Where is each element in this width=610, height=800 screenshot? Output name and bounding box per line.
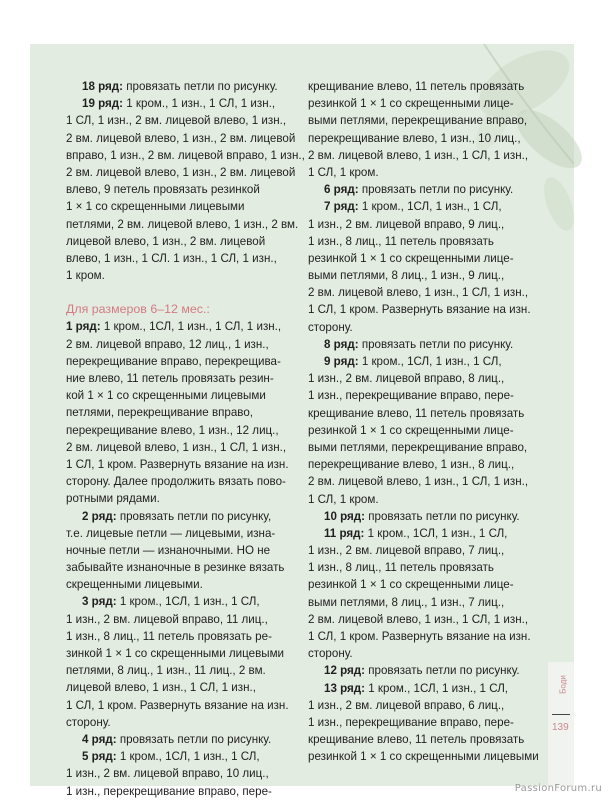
text-line: резинкой 1 × 1 со скрещенными лице- bbox=[308, 578, 514, 592]
row-instruction bbox=[66, 508, 298, 525]
text-line: сторону. bbox=[308, 647, 353, 661]
row-text: провязать петли по рисунку, bbox=[116, 509, 272, 523]
watermark: PassionForum.ru bbox=[514, 783, 602, 794]
row-text: 1 кром., 1СЛ, 1 изн., 1 СЛ, bbox=[358, 200, 502, 214]
text-line: резинкой 1 × 1 со скрещенными лицевыми bbox=[308, 750, 539, 764]
text-line: крещивание влево, 11 петель провязать bbox=[308, 733, 525, 747]
row-text: провязать петли по рисунку. bbox=[123, 80, 278, 93]
text-line: 1 изн., 2 вм. лицевой вправо, 8 лиц., bbox=[308, 372, 505, 386]
text-line: 2 вм. лицевой влево, 1 изн., 1 СЛ, 1 изн., bbox=[308, 475, 529, 489]
row-label: 5 ряд: bbox=[82, 750, 117, 764]
text-line: т.е. лицевые петли — лицевыми, изна- bbox=[66, 526, 276, 540]
left-text-column bbox=[66, 78, 305, 800]
row-text: 1 кром., 1СЛ, 1 изн., 1 СЛ, bbox=[116, 595, 260, 609]
text-line: влево, 9 петель провязать резинкой bbox=[66, 183, 260, 197]
text-line: перекрещивание влево, 1 изн., 8 лиц., bbox=[308, 458, 515, 472]
text-line: 1 изн., перекрещивание вправо, пере- bbox=[308, 715, 514, 729]
text-line: 1 изн., 8 лиц., 11 петель провязать bbox=[308, 561, 494, 575]
text-line: выми петлями, перекрещивание вправо, bbox=[308, 114, 528, 128]
text-line: 1 СЛ, 1 кром. Развернуть вязание на изн. bbox=[66, 457, 289, 471]
section-label: Боди bbox=[558, 675, 568, 694]
row-text: провязать петли по рисунку. bbox=[358, 337, 514, 351]
row-instruction bbox=[308, 181, 548, 198]
text-line: 1 изн., 8 лиц., 11 петель провязать ре- bbox=[66, 629, 272, 643]
row-text: 1 кром., 1 изн., 1 СЛ, 1 изн., bbox=[123, 97, 276, 111]
row-text: провязать петли по рисунку. bbox=[365, 509, 520, 523]
text-line: 1 изн., 2 вм. лицевой вправо, 6 лиц., bbox=[308, 698, 505, 712]
text-line: 1 кром. bbox=[66, 269, 105, 283]
text-line: резинкой 1 × 1 со скрещенными лице- bbox=[308, 97, 514, 111]
text-line: крещивание влево, 11 петель провязать bbox=[308, 80, 525, 93]
text-line: перекрещивание влево, 1 изн., 10 лиц., bbox=[308, 131, 521, 145]
row-text: 1 кром., 1СЛ, 1 изн., 1 СЛ, 1 изн., bbox=[100, 320, 282, 334]
text-line: петлями, перекрещивание вправо, bbox=[66, 406, 253, 420]
text-line: зинкой 1 × 1 со скрещенными лицевыми bbox=[66, 647, 285, 660]
row-instruction bbox=[308, 525, 548, 542]
text-line: забывайте изнаночные в резинке вязать bbox=[66, 561, 285, 575]
row-label: 9 ряд: bbox=[324, 355, 359, 368]
row-label: 19 ряд: bbox=[82, 97, 124, 111]
text-line: ротными рядами. bbox=[66, 492, 160, 506]
row-text: провязать петли по рисунку. bbox=[116, 732, 272, 746]
row-label: 12 ряд: bbox=[324, 664, 366, 678]
row-label: 11 ряд: bbox=[324, 526, 365, 540]
text-line: 2 вм. лицевой вправо, 12 лиц., 1 изн., bbox=[66, 337, 269, 351]
text-line: влево, 1 изн., 1 СЛ. 1 изн., 1 СЛ, 1 изн., bbox=[66, 251, 277, 265]
row-text: 1 кром., 1СЛ, 1 изн., 1 СЛ, bbox=[365, 681, 509, 695]
text-line: 1 изн., 2 вм. лицевой вправо, 10 лиц., bbox=[66, 767, 269, 781]
row-instruction bbox=[308, 680, 548, 697]
text-line: 1 СЛ, 1 изн., 2 вм. лицевой влево, 1 изн., bbox=[66, 114, 287, 128]
paragraph-gap bbox=[66, 284, 298, 301]
row-label: 13 ряд: bbox=[324, 681, 366, 695]
text-line: 2 вм. лицевой влево, 1 изн., 2 вм. лицевой bbox=[66, 131, 296, 145]
side-tab bbox=[548, 662, 574, 786]
row-label: 3 ряд: bbox=[82, 595, 117, 609]
row-label: 7 ряд: bbox=[324, 200, 359, 214]
row-instruction bbox=[66, 748, 298, 765]
text-line: 1 изн., перекрещивание вправо, пере- bbox=[66, 784, 272, 798]
row-instruction bbox=[66, 731, 298, 748]
text-line: сторону. Далее продолжить вязать пово- bbox=[66, 475, 286, 489]
text-line: 1 изн., 2 вм. лицевой вправо, 11 лиц., bbox=[66, 612, 268, 626]
text-line: перекрещивание влево, 1 изн., 12 лиц., bbox=[66, 423, 279, 437]
text-line: ночные петли — изнаночными. НО не bbox=[66, 543, 271, 557]
row-instruction bbox=[308, 508, 548, 525]
text-line: 1 изн., перекрещивание вправо, пере- bbox=[308, 389, 514, 403]
row-instruction bbox=[66, 318, 298, 335]
text-line: 1 изн., 8 лиц., 11 петель провязать bbox=[308, 234, 494, 248]
text-line: 2 вм. лицевой влево, 1 изн., 1 СЛ, 1 изн., bbox=[308, 286, 529, 300]
text-line: 1 СЛ, 1 кром. bbox=[308, 165, 379, 179]
page-number: 139 bbox=[552, 722, 569, 733]
text-line: выми петлями, 8 лиц., 1 изн., 9 лиц., bbox=[308, 269, 505, 283]
text-line: 2 вм. лицевой влево, 1 изн., 2 вм. лицевой bbox=[66, 165, 296, 179]
row-text: 1 кром., 1СЛ, 1 изн., 1 СЛ, bbox=[116, 750, 260, 764]
row-instruction bbox=[66, 78, 298, 95]
text-line: 2 вм. лицевой влево, 1 изн., 1 СЛ, 1 изн., bbox=[66, 440, 287, 454]
text-line: 1 × 1 со скрещенными лицевыми bbox=[66, 200, 245, 214]
row-instruction bbox=[308, 662, 548, 679]
text-line: 2 вм. лицевой влево, 1 изн., 1 СЛ, 1 изн., bbox=[308, 148, 529, 162]
row-text: провязать петли по рисунку. bbox=[365, 664, 520, 678]
row-instruction bbox=[308, 353, 548, 370]
right-text-column bbox=[308, 78, 548, 766]
text-line: кой 1 × 1 со скрещенными лицевыми bbox=[66, 389, 266, 403]
text-line: сторону. bbox=[66, 715, 111, 729]
row-label: 4 ряд: bbox=[82, 732, 117, 746]
text-line: петлями, 2 вм. лицевой влево, 1 изн., 2 вм. bbox=[66, 217, 299, 231]
text-line: 1 СЛ, 1 кром. bbox=[308, 492, 379, 506]
row-text: 1 кром., 1СЛ, 1 изн., 1 СЛ, bbox=[358, 355, 502, 368]
text-line: крещивание влево, 11 петель провязать bbox=[308, 406, 525, 420]
text-line: лицевой влево, 1 изн., 2 вм. лицевой bbox=[66, 234, 266, 248]
row-label: 10 ряд: bbox=[324, 509, 366, 523]
text-line: 1 СЛ, 1 кром. Развернуть вязание на изн. bbox=[308, 630, 531, 643]
row-label: 18 ряд: bbox=[82, 80, 124, 93]
text-line: перекрещивание вправо, перекрещива- bbox=[66, 354, 281, 368]
row-label: 2 ряд: bbox=[82, 509, 117, 523]
text-line: ние влево, 11 петель провязать резин- bbox=[66, 372, 274, 385]
row-label: 6 ряд: bbox=[324, 183, 359, 197]
row-instruction bbox=[66, 95, 298, 112]
text-line: вправо, 1 изн., 2 вм. лицевой вправо, 1 изн., bbox=[66, 148, 305, 162]
text-line: резинкой 1 × 1 со скрещенными лице- bbox=[308, 251, 514, 265]
text-line: 1 изн., 2 вм. лицевой вправо, 7 лиц., bbox=[308, 544, 505, 558]
size-heading: Для размеров 6–12 мес.: bbox=[66, 302, 210, 317]
tab-divider bbox=[552, 714, 570, 715]
text-line: резинкой 1 × 1 со скрещенными лице- bbox=[308, 423, 514, 437]
row-label: 1 ряд: bbox=[66, 320, 101, 334]
text-line: лицевой влево, 1 изн., 1 СЛ, 1 изн., bbox=[66, 681, 256, 695]
row-instruction bbox=[308, 336, 548, 353]
text-line: выми петлями, 8 лиц., 1 изн., 7 лиц., bbox=[308, 595, 505, 609]
row-text: провязать петли по рисунку. bbox=[358, 183, 514, 197]
text-line: 1 СЛ, 1 кром. Развернуть вязание на изн. bbox=[308, 303, 531, 317]
row-instruction bbox=[308, 198, 548, 215]
row-text: 1 кром., 1СЛ, 1 изн., 1 СЛ, bbox=[364, 526, 508, 540]
text-line: скрещенными лицевыми. bbox=[66, 578, 203, 592]
text-line: 2 вм. лицевой влево, 1 изн., 1 СЛ, 1 изн., bbox=[308, 612, 529, 626]
text-line: 1 изн., 2 вм. лицевой вправо, 9 лиц., bbox=[308, 217, 505, 231]
text-line: выми петлями, перекрещивание вправо, bbox=[308, 440, 528, 454]
text-line: сторону. bbox=[308, 320, 353, 334]
text-line: 1 СЛ, 1 кром. Развернуть вязание на изн. bbox=[66, 698, 289, 712]
text-line: петлями, 8 лиц., 1 изн., 11 лиц., 2 вм. bbox=[66, 664, 266, 678]
row-label: 8 ряд: bbox=[324, 337, 359, 351]
row-instruction bbox=[66, 593, 298, 610]
